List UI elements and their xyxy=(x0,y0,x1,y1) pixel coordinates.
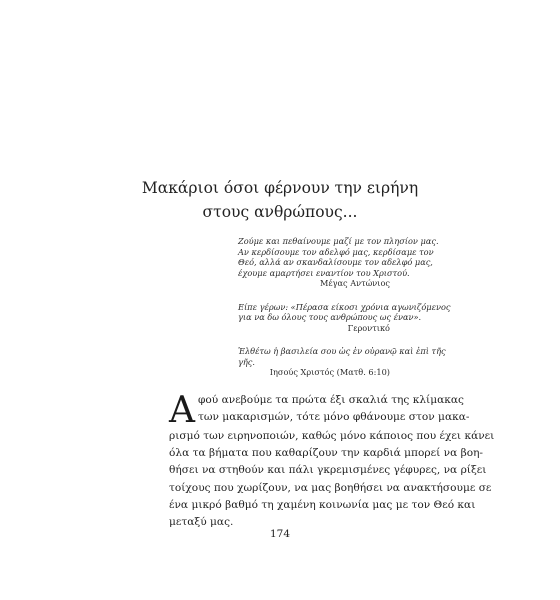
epigraph-line: Θεό, αλλά αν σκανδαλίσουμε τον αδελφό μας, xyxy=(238,257,433,267)
chapter-title xyxy=(0,176,560,224)
drop-cap: Α xyxy=(169,390,195,431)
page-number: 174 xyxy=(269,528,291,540)
body-line: τοίχους που χωρίζουν, να μας βοηθήσει να ανακτήσουμε σε xyxy=(169,481,492,494)
epigraph-line: έχουμε αμαρτήσει εναντίον του Χριστού. xyxy=(238,267,410,278)
epigraph-line: γῆς. xyxy=(238,356,255,367)
body-line: θήσει να στηθούν και πάλι γκρεμισμένες γέφυρες, να ρίξει xyxy=(169,464,487,477)
body-line: ρισμό των ειρηνοποιών, καθώς μόνο κάποιος που έχει κάνει xyxy=(169,430,495,442)
body-paragraph xyxy=(169,390,495,531)
epigraph-source: Γεροντικό xyxy=(347,322,390,333)
epigraph-source: Μέγας Αντώνιος xyxy=(319,278,390,288)
epigraph-quote xyxy=(238,236,439,278)
epigraph-quote xyxy=(238,346,446,367)
body-line: μεταξύ μας. xyxy=(169,516,234,529)
body-line: ένα μικρό βαθμό τη χαμένη κοινωνία μας με τον Θεό και xyxy=(169,498,476,511)
body-line: όλα τα βήματα που καθαρίζουν την καρδιά μπορεί να βοη- xyxy=(169,447,484,460)
epigraph-line: Ἐλθέτω ἡ βασιλεία σου ὡς ἐν οὐρανῷ καὶ ἐπὶ τῆς xyxy=(238,346,446,356)
epigraph-line: Είπε γέρων: «Πέρασα είκοσι χρόνια αγωνιζόμενος xyxy=(238,301,451,312)
chapter-title-line-2: στους ανθρώπους... xyxy=(202,203,358,221)
epigraph-source: Ιησούς Χριστός (Ματθ. 6:10) xyxy=(269,367,390,377)
body-line: φού ανεβούμε τα πρώτα έξι σκαλιά της κλίμακας xyxy=(198,394,464,406)
epigraphs xyxy=(238,236,451,391)
epigraph-line: Ζούμε και πεθαίνουμε μαζί με τον πλησίον μας. xyxy=(238,236,439,246)
epigraph-matthew xyxy=(238,346,446,378)
epigraph-gerontiko xyxy=(238,301,451,334)
chapter-title-line-1: Μακάριοι όσοι φέρνουν την ειρήνη xyxy=(141,179,419,197)
epigraph-antonios xyxy=(238,236,439,289)
body-line: των μακαρισμών, τότε μόνο φθάνουμε στον μακα- xyxy=(198,411,470,424)
epigraph-line: για να δω όλους τους ανθρώπους ως έναν». xyxy=(238,312,422,322)
epigraph-quote xyxy=(238,301,451,323)
epigraph-line: Αν κερδίσουμε τον αδελφό μας, κερδίσαμε τον xyxy=(238,246,434,257)
